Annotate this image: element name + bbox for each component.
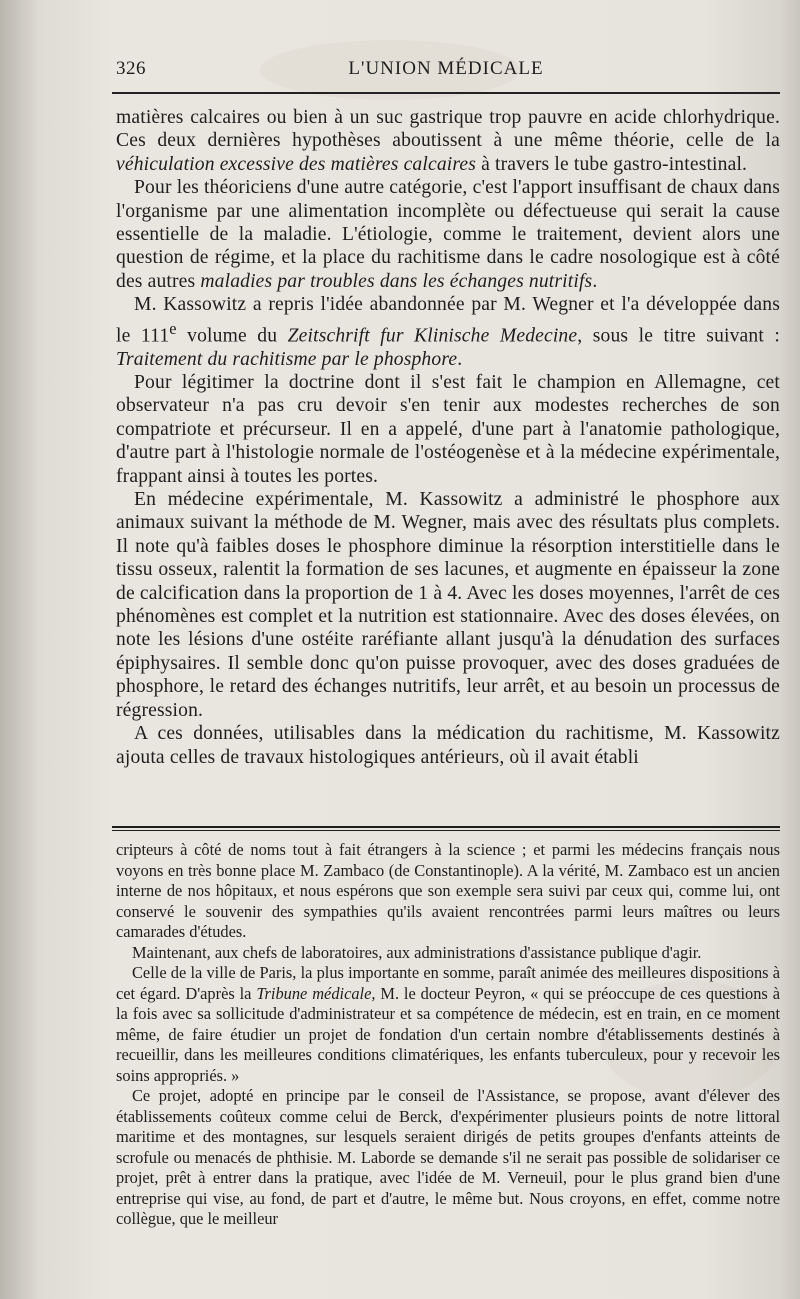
footnote-paragraph: Maintenant, aux chefs de laboratoires, aux administrations d'assistance publique d'agir. (132, 942, 702, 962)
text-run: . (457, 348, 463, 370)
paragraph: A ces données, utilisables dans la médication du rachitisme, M. Kassowitz ajouta celles de travaux histologiques antérieurs, où il avait établi (116, 723, 780, 768)
main-text-column (116, 106, 780, 769)
italic-run: Traitement du rachitisme par le phosphore (116, 348, 458, 370)
paragraph (116, 106, 780, 176)
footnote-paragraph: cripteurs à côté de noms tout à fait étrangers à la science ; et parmi les médecins français nous voyons en très bonne place M. Zambaco (de Constantinople). A la vérité, M. Zambaco est un ancien interne de nos hôpitaux, et nous espérons que son exemple sera suivi par ceux qui, comme lui, ont conservé le souvenir des sympathies qu'ils avaient rencontrées parmi leurs maîtres ou leurs camarades d'études. (116, 840, 780, 941)
paragraph: Pour légitimer la doctrine dont il s'est fait le champion en Allemagne, cet observateur n'a pas cru devoir s'en tenir aux modestes recherches de son compatriote et précurseur. Il en a appelé, d'une part à l'anatomie pathologique, d'autre part à l'histologie normale de l'ostéogenèse et à la médecine expérimentale, frappant ainsi à toutes les portes. (116, 372, 780, 487)
text-run: matières calcaires ou bien à un suc gastrique trop pauvre en acide chlorhydrique. Ces deux dernières hypothèses aboutissent à une même théorie, celle de la (116, 107, 780, 152)
italic-run: Tribune médicale, (256, 983, 376, 1003)
text-run: Celle de la ville de Paris, la plus importante en somme, paraît animée des meilleures dispositions à cet égard. D'après la (116, 963, 780, 1003)
footnote-separator-rule (112, 826, 780, 831)
italic-run: Zeitschrift fur Klinische Medecine (287, 325, 578, 347)
superscript: e (169, 318, 177, 338)
italic-run: maladies par troubles dans les échanges nutritifs (200, 270, 593, 292)
running-title: L'UNION MÉDICALE (348, 58, 544, 79)
footnote-paragraph: Ce projet, adopté en principe par le conseil de l'Assistance, se propose, avant d'élever des établissements coûteux comme celui de Berck, d'expérimenter plusieurs points de notre littoral maritime et des montagnes, sur lesquels seraient dirigés de petits groupes d'enfants atteints de scrofule ou menacés de phthisie. M. Laborde se demande s'il ne serait pas possible de solidariser ce projet, prêt à entrer dans la pratique, avec l'idée de M. Verneuil, pour le plus grand bien d'une entreprise qui vise, au fond, de part et d'autre, le même but. Nous croyons, en effet, comme notre collègue, que le meilleur (116, 1086, 780, 1228)
text-run: Pour les théoriciens d'une autre catégorie, c'est l'apport insuffisant de chaux dans l'organisme par une alimentation incomplète ou défectueuse qui serait la cause essentielle de la maladie. L'étiologie, comme le traitement, devient alors une question de régime, et la place du rachitisme dans le cadre nosologique est à côté des autres (116, 177, 780, 292)
text-run: . (592, 270, 598, 292)
text-run: volume du (176, 325, 288, 347)
paragraph (116, 176, 780, 293)
footnote-paragraph (116, 963, 780, 1086)
paragraph: En médecine expérimentale, M. Kassowitz a administré le phosphore aux animaux suivant la méthode de M. Wegner, mais avec des résultats plus complets. Il note qu'à faibles doses le phosphore diminue la résorption interstitielle dans le tissu osseux, ralentit la formation de ses lacunes, et augmente en épaisseur la zone de calcification dans la proportion de 1 à 4. Avec les doses moyennes, l'arrêt de ces phénomènes est complet et la nutrition est stationnaire. Avec des doses élevées, on note les lésions d'une ostéite raréfiante allant jusqu'à la dénudation des surfaces épiphysaires. Il semble donc qu'on puisse provoquer, avec des doses graduées de phosphore, le retard des échanges nutritifs, leur arrêt, et au besoin un processus de régression. (116, 489, 780, 721)
text-run: à travers le tube gastro-intestinal. (476, 153, 748, 175)
text-run: M. Kassowitz a repris l'idée abandonnée par M. Wegner et l'a développée dans le 111 (116, 294, 780, 347)
page-header (112, 58, 780, 84)
header-rule (112, 92, 780, 94)
paragraph (116, 293, 780, 371)
text-run: , sous le titre suivant : (577, 325, 780, 347)
footnote-column (116, 840, 780, 1230)
italic-run: véhiculation excessive des matières calcaires (116, 153, 477, 175)
text-run: M. le docteur Peyron, « qui se préoccupe de ces questions à la fois avec sa sollicitude d'administrateur et sa compétence de médecin, est en train, en ce moment même, de faire étudier un projet de fondation d'un certain nombre d'établissements destinés à recueillir, dans les meilleures conditions climatériques, les enfants tuberculeux, pour y recevoir les soins appropriés. » (116, 983, 780, 1085)
page-number: 326 (116, 58, 146, 79)
